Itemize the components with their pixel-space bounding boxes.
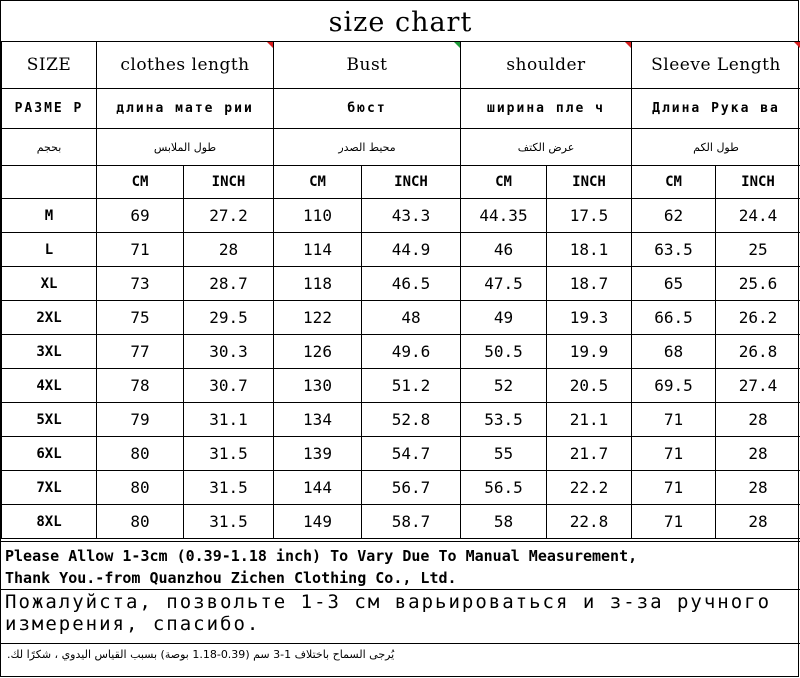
- sleeve-cm-cell: 71: [632, 403, 716, 437]
- sleeve-cm-cell: 63.5: [632, 233, 716, 267]
- header-sleeve-length-ar: طول الكم: [632, 129, 800, 166]
- table-row: [2, 369, 800, 403]
- length-inch-cell: 31.1: [184, 403, 274, 437]
- sleeve-inch-cell: 24.4: [716, 199, 800, 233]
- bust-inch-cell: 49.6: [362, 335, 461, 369]
- corner-marker-icon: [454, 42, 460, 48]
- table-row: [2, 233, 800, 267]
- bust-cm-cell: 126: [274, 335, 362, 369]
- length-inch-cell: 28: [184, 233, 274, 267]
- sleeve-cm-cell: 71: [632, 437, 716, 471]
- shoulder-cm-cell: 52: [461, 369, 547, 403]
- unit-inch: INCH: [362, 166, 461, 199]
- bust-inch-cell: 43.3: [362, 199, 461, 233]
- shoulder-inch-cell: 22.2: [547, 471, 632, 505]
- bust-cm-cell: 134: [274, 403, 362, 437]
- unit-inch: INCH: [547, 166, 632, 199]
- sleeve-inch-cell: 28: [716, 403, 800, 437]
- length-cm-cell: 71: [97, 233, 184, 267]
- unit-inch: INCH: [184, 166, 274, 199]
- divider: [1, 541, 800, 542]
- table-row: [2, 437, 800, 471]
- shoulder-cm-cell: 47.5: [461, 267, 547, 301]
- header-clothes-length-ru: длина мате рии: [97, 89, 274, 129]
- divider: [1, 589, 800, 590]
- corner-marker-icon: [267, 42, 273, 48]
- table-row: [2, 335, 800, 369]
- note-arabic: يُرجى السماح باختلاف 1-3 سم (0.39-1.18 بوصة) بسبب القياس اليدوي ، شكرًا لك.: [7, 648, 395, 661]
- header-shoulder-ru: ширина пле ч: [461, 89, 632, 129]
- unit-cm: CM: [632, 166, 716, 199]
- length-cm-cell: 80: [97, 471, 184, 505]
- shoulder-inch-cell: 20.5: [547, 369, 632, 403]
- header-size: SIZE: [2, 42, 97, 89]
- shoulder-inch-cell: 22.8: [547, 505, 632, 539]
- header-bust-ar: محيط الصدر: [274, 129, 461, 166]
- shoulder-cm-cell: 44.35: [461, 199, 547, 233]
- size-cell: XL: [2, 267, 97, 301]
- header-shoulder: shoulder: [461, 42, 632, 89]
- size-cell: 8XL: [2, 505, 97, 539]
- size-rows: [2, 199, 800, 539]
- bust-cm-cell: 114: [274, 233, 362, 267]
- note-russian: Пожалуйста, позвольте 1-3 см варьироваться и з-за ручного измерения, спасибо.: [5, 591, 772, 635]
- sleeve-inch-cell: 27.4: [716, 369, 800, 403]
- length-inch-cell: 30.7: [184, 369, 274, 403]
- size-cell: 6XL: [2, 437, 97, 471]
- length-inch-cell: 30.3: [184, 335, 274, 369]
- length-cm-cell: 80: [97, 437, 184, 471]
- sleeve-cm-cell: 71: [632, 471, 716, 505]
- shoulder-inch-cell: 17.5: [547, 199, 632, 233]
- shoulder-cm-cell: 56.5: [461, 471, 547, 505]
- header-row-english: [2, 42, 800, 89]
- sleeve-cm-cell: 65: [632, 267, 716, 301]
- size-table: [1, 41, 800, 539]
- bust-cm-cell: 130: [274, 369, 362, 403]
- table-row: [2, 199, 800, 233]
- length-inch-cell: 31.5: [184, 471, 274, 505]
- size-cell: 3XL: [2, 335, 97, 369]
- header-row-arabic: [2, 129, 800, 166]
- shoulder-inch-cell: 19.9: [547, 335, 632, 369]
- unit-cm: CM: [461, 166, 547, 199]
- sleeve-cm-cell: 68: [632, 335, 716, 369]
- shoulder-cm-cell: 49: [461, 301, 547, 335]
- bust-cm-cell: 139: [274, 437, 362, 471]
- shoulder-cm-cell: 58: [461, 505, 547, 539]
- bust-cm-cell: 110: [274, 199, 362, 233]
- unit-blank-cell: [2, 166, 97, 199]
- header-sleeve-length-ru: Длина Рука ва: [632, 89, 800, 129]
- sleeve-inch-cell: 26.8: [716, 335, 800, 369]
- shoulder-cm-cell: 50.5: [461, 335, 547, 369]
- bust-inch-cell: 44.9: [362, 233, 461, 267]
- table-row: [2, 267, 800, 301]
- header-shoulder-ar: عرض الكتف: [461, 129, 632, 166]
- header-clothes-length: clothes length: [97, 42, 274, 89]
- sleeve-inch-cell: 25.6: [716, 267, 800, 301]
- sleeve-inch-cell: 26.2: [716, 301, 800, 335]
- size-cell: 5XL: [2, 403, 97, 437]
- unit-row: [2, 166, 800, 199]
- bust-inch-cell: 56.7: [362, 471, 461, 505]
- length-inch-cell: 27.2: [184, 199, 274, 233]
- length-inch-cell: 31.5: [184, 505, 274, 539]
- corner-marker-icon: [794, 42, 800, 48]
- table-row: [2, 301, 800, 335]
- length-cm-cell: 75: [97, 301, 184, 335]
- shoulder-inch-cell: 18.1: [547, 233, 632, 267]
- length-cm-cell: 80: [97, 505, 184, 539]
- shoulder-cm-cell: 55: [461, 437, 547, 471]
- length-cm-cell: 77: [97, 335, 184, 369]
- unit-inch: INCH: [716, 166, 800, 199]
- sleeve-inch-cell: 28: [716, 437, 800, 471]
- shoulder-inch-cell: 18.7: [547, 267, 632, 301]
- sleeve-cm-cell: 69.5: [632, 369, 716, 403]
- table-row: [2, 471, 800, 505]
- bust-inch-cell: 48: [362, 301, 461, 335]
- header-bust: Bust: [274, 42, 461, 89]
- bust-inch-cell: 58.7: [362, 505, 461, 539]
- size-cell: 7XL: [2, 471, 97, 505]
- length-cm-cell: 78: [97, 369, 184, 403]
- length-cm-cell: 73: [97, 267, 184, 301]
- sleeve-inch-cell: 28: [716, 471, 800, 505]
- header-bust-ru: бюст: [274, 89, 461, 129]
- sleeve-cm-cell: 62: [632, 199, 716, 233]
- size-cell: M: [2, 199, 97, 233]
- bust-cm-cell: 144: [274, 471, 362, 505]
- corner-marker-icon: [625, 42, 631, 48]
- header-row-russian: [2, 89, 800, 129]
- bust-cm-cell: 122: [274, 301, 362, 335]
- shoulder-inch-cell: 21.1: [547, 403, 632, 437]
- sleeve-inch-cell: 25: [716, 233, 800, 267]
- size-cell: 2XL: [2, 301, 97, 335]
- shoulder-cm-cell: 53.5: [461, 403, 547, 437]
- length-cm-cell: 69: [97, 199, 184, 233]
- unit-cm: CM: [97, 166, 184, 199]
- size-cell: 4XL: [2, 369, 97, 403]
- sleeve-cm-cell: 71: [632, 505, 716, 539]
- bust-inch-cell: 52.8: [362, 403, 461, 437]
- unit-cm: CM: [274, 166, 362, 199]
- length-inch-cell: 28.7: [184, 267, 274, 301]
- shoulder-inch-cell: 21.7: [547, 437, 632, 471]
- length-inch-cell: 29.5: [184, 301, 274, 335]
- length-cm-cell: 79: [97, 403, 184, 437]
- divider: [1, 643, 800, 644]
- header-sleeve-length: Sleeve Length: [632, 42, 800, 89]
- sleeve-cm-cell: 66.5: [632, 301, 716, 335]
- bust-inch-cell: 51.2: [362, 369, 461, 403]
- bust-cm-cell: 149: [274, 505, 362, 539]
- note-english: Please Allow 1-3cm (0.39-1.18 inch) To Vary Due To Manual Measurement, Thank You.-from Quanzhou Zichen Clothing Co., Ltd.: [5, 547, 638, 587]
- bust-inch-cell: 46.5: [362, 267, 461, 301]
- length-inch-cell: 31.5: [184, 437, 274, 471]
- bust-cm-cell: 118: [274, 267, 362, 301]
- bust-inch-cell: 54.7: [362, 437, 461, 471]
- table-row: [2, 403, 800, 437]
- header-size-ar: بحجم: [2, 129, 97, 166]
- size-cell: L: [2, 233, 97, 267]
- header-clothes-length-ar: طول الملابس: [97, 129, 274, 166]
- table-row: [2, 505, 800, 539]
- header-size-ru: РАЗМЕ Р: [2, 89, 97, 129]
- shoulder-cm-cell: 46: [461, 233, 547, 267]
- page-title: size chart: [328, 7, 473, 38]
- shoulder-inch-cell: 19.3: [547, 301, 632, 335]
- sleeve-inch-cell: 28: [716, 505, 800, 539]
